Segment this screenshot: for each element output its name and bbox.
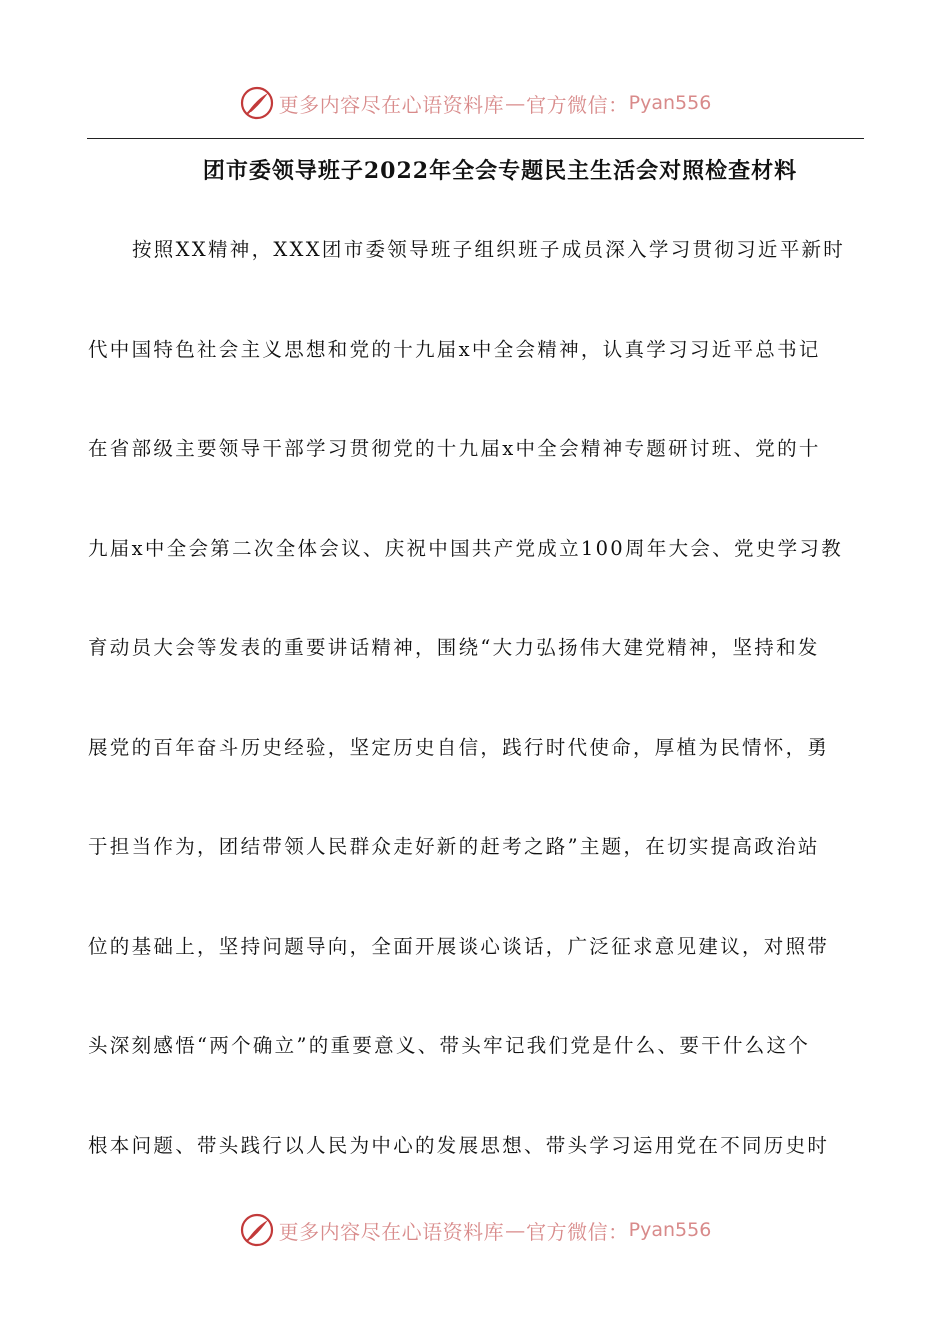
- quill-logo-icon: [239, 85, 275, 121]
- body-line: 头深刻感悟“两个确立”的重要意义、带头牢记我们党是什么、要干什么这个: [88, 1034, 811, 1057]
- body-line: 展党的百年奋斗历史经验，坚定历史自信，践行时代使命，厚植为民情怀，勇: [88, 735, 830, 759]
- body-line: 于担当作为，团结带领人民群众走好新的赶考之路”主题，在切实提高政治站: [88, 835, 820, 858]
- document-title: 团市委领导班子2022年全会专题民主生活会对照检查材料: [202, 158, 798, 184]
- footer-wechat-id: Pyan556: [628, 1219, 712, 1241]
- footer-dash: —: [505, 1218, 526, 1242]
- banner-site-text: 更多内容尽在心语资料库: [278, 92, 505, 117]
- banner-wechat-id: Pyan556: [628, 92, 712, 114]
- body-line: 九届x中全会第二次全体会议、庆祝中国共产党成立100周年大会、党史学习教: [88, 536, 844, 560]
- body-line: 育动员大会等发表的重要讲话精神，围绕“大力弘扬伟大建党精神，坚持和发: [88, 636, 820, 659]
- body-line: 按照XX精神，XXX团市委领导班子组织班子成员深入学习贯彻习近平新时: [132, 238, 846, 261]
- banner-wechat-label: 官方微信：: [526, 92, 629, 117]
- footer-wechat-label: 官方微信：: [526, 1219, 629, 1244]
- quill-logo-icon: [239, 1212, 275, 1248]
- footer-banner: [0, 1210, 950, 1250]
- body-line: 根本问题、带头践行以人民为中心的发展思想、带头学习运用党在不同历史时: [88, 1133, 830, 1157]
- document-body: [88, 232, 868, 1227]
- body-line: 位的基础上，坚持问题导向，全面开展谈心谈话，广泛征求意见建议，对照带: [88, 934, 830, 958]
- header-banner: [0, 83, 950, 123]
- footer-site-text: 更多内容尽在心语资料库: [278, 1219, 505, 1244]
- header-rule: [87, 138, 864, 139]
- banner-dash: —: [505, 91, 526, 115]
- body-line: 在省部级主要领导干部学习贯彻党的十九届x中全会精神专题研讨班、党的十: [88, 437, 821, 460]
- body-line: 代中国特色社会主义思想和党的十九届x中全会精神，认真学习习近平总书记: [88, 337, 821, 361]
